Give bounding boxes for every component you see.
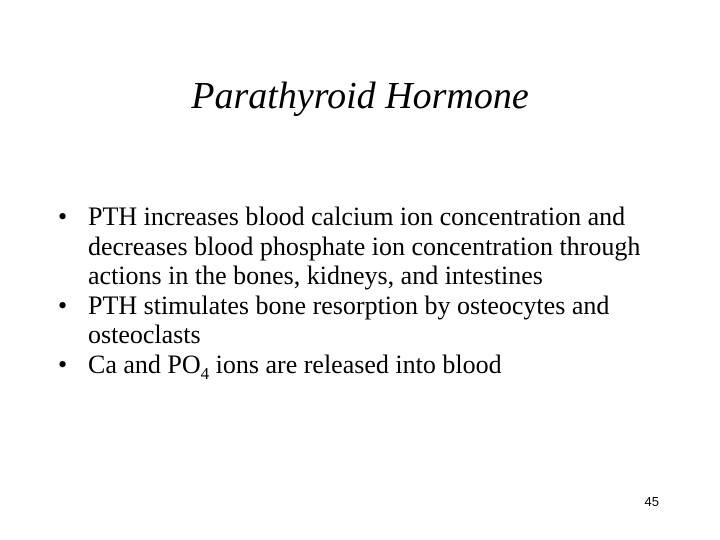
bullet-item: [58, 202, 668, 291]
bullet-list: [58, 202, 668, 383]
page-number: 45: [644, 494, 659, 509]
subscript-4: 4: [200, 363, 210, 383]
slide-title: Parathyroid Hormone: [191, 75, 529, 117]
bullet-text-before: Ca and PO: [88, 349, 201, 379]
bullet-item: [58, 349, 668, 383]
bullet-text: PTH stimulates bone resorption by osteocytes and osteoclasts: [88, 290, 610, 349]
bullet-item: [58, 291, 668, 350]
bullet-text-after: ions are released into blood: [209, 349, 502, 379]
bullet-marker: •: [58, 290, 68, 320]
bullet-text: PTH increases blood calcium ion concentration and decreases blood phosphate ion concentration through actions in the bones, kidneys, and intestines: [88, 202, 641, 290]
bullet-marker: •: [58, 349, 68, 379]
bullet-marker: •: [58, 202, 68, 231]
